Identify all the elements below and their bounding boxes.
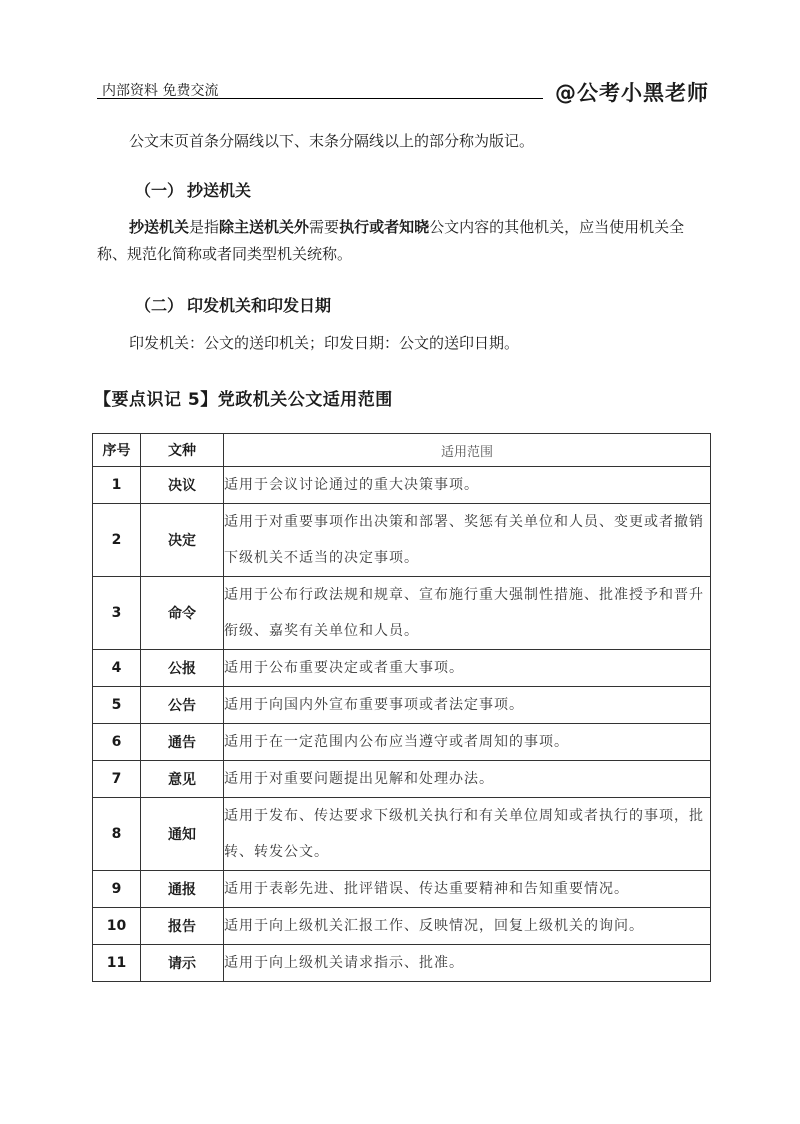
- section1-text-c: 公文内容的其他机关，应当使用机关全称、规范化简称或者同类型机关统称。: [97, 218, 685, 263]
- row-scope: 适用于会议讨论通过的重大决策事项。: [224, 467, 711, 504]
- row-number: 4: [93, 650, 141, 687]
- header-number: 序号: [93, 434, 141, 467]
- row-number: 9: [93, 871, 141, 908]
- row-scope: 适用于在一定范围内公布应当遵守或者周知的事项。: [224, 724, 711, 761]
- table-row: [93, 724, 711, 761]
- row-type: 公报: [141, 650, 224, 687]
- section1-emphasis-b: 执行或者知晓: [339, 218, 430, 236]
- document-types-table: [92, 433, 711, 982]
- header-watermark: @公考小黑老师: [555, 81, 709, 105]
- table-row: [93, 504, 711, 577]
- row-scope: 适用于发布、传达要求下级机关执行和有关单位周知或者执行的事项，批转、转发公文。: [224, 798, 711, 871]
- table-row: [93, 945, 711, 982]
- row-type: 报告: [141, 908, 224, 945]
- row-scope: 适用于公布重要决定或者重大事项。: [224, 650, 711, 687]
- row-number: 3: [93, 577, 141, 650]
- row-type: 通报: [141, 871, 224, 908]
- section2-heading-prefix: （二）: [135, 296, 184, 315]
- section1-heading: [135, 178, 251, 201]
- table-row: [93, 761, 711, 798]
- section2-heading: [135, 293, 331, 316]
- section2-paragraph: 印发机关：公文的送印机关；印发日期：公文的送印日期。: [129, 334, 520, 352]
- row-scope: 适用于向国内外宣布重要事项或者法定事项。: [224, 687, 711, 724]
- section2-heading-title: 印发机关和印发日期: [187, 296, 332, 315]
- row-scope: 适用于向上级机关请求指示、批准。: [224, 945, 711, 982]
- row-number: 8: [93, 798, 141, 871]
- row-type: 决定: [141, 504, 224, 577]
- header-rule: [97, 98, 543, 99]
- table-row: [93, 798, 711, 871]
- section1-emphasis-a: 除主送机关外: [219, 218, 310, 236]
- row-number: 2: [93, 504, 141, 577]
- section1-paragraph: [97, 214, 707, 268]
- row-number: 10: [93, 908, 141, 945]
- table-row: [93, 577, 711, 650]
- section1-heading-title: 抄送机关: [187, 181, 252, 200]
- section1-text-b: 需要: [309, 218, 340, 236]
- row-number: 7: [93, 761, 141, 798]
- row-scope: 适用于公布行政法规和规章、宣布施行重大强制性措施、批准授予和晋升衔级、嘉奖有关单位和人员。: [224, 577, 711, 650]
- table-row: [93, 650, 711, 687]
- header-left-label: 内部资料 免费交流: [102, 83, 219, 99]
- table-row: [93, 871, 711, 908]
- row-scope: 适用于对重要问题提出见解和处理办法。: [224, 761, 711, 798]
- row-number: 6: [93, 724, 141, 761]
- table-header-row: [93, 434, 711, 467]
- header-type: 文种: [141, 434, 224, 467]
- table-row: [93, 908, 711, 945]
- row-number: 1: [93, 467, 141, 504]
- section1-heading-prefix: （一）: [135, 181, 184, 200]
- row-type: 通告: [141, 724, 224, 761]
- keypoint-title: 【要点识记 5】党政机关公文适用范围: [94, 390, 393, 410]
- row-type: 意见: [141, 761, 224, 798]
- intro-paragraph: 公文末页首条分隔线以下、末条分隔线以上的部分称为版记。: [129, 132, 535, 150]
- table-row: [93, 467, 711, 504]
- row-scope: 适用于对重要事项作出决策和部署、奖惩有关单位和人员、变更或者撤销下级机关不适当的决定事项。: [224, 504, 711, 577]
- row-type: 请示: [141, 945, 224, 982]
- row-number: 5: [93, 687, 141, 724]
- section1-text-a: 是指: [189, 218, 220, 236]
- row-scope: 适用于表彰先进、批评错误、传达重要精神和告知重要情况。: [224, 871, 711, 908]
- row-type: 公告: [141, 687, 224, 724]
- section1-term: 抄送机关: [129, 218, 190, 236]
- row-number: 11: [93, 945, 141, 982]
- table-row: [93, 687, 711, 724]
- row-scope: 适用于向上级机关汇报工作、反映情况，回复上级机关的询问。: [224, 908, 711, 945]
- row-type: 决议: [141, 467, 224, 504]
- row-type: 通知: [141, 798, 224, 871]
- row-type: 命令: [141, 577, 224, 650]
- header-scope: 适用范围: [224, 434, 711, 467]
